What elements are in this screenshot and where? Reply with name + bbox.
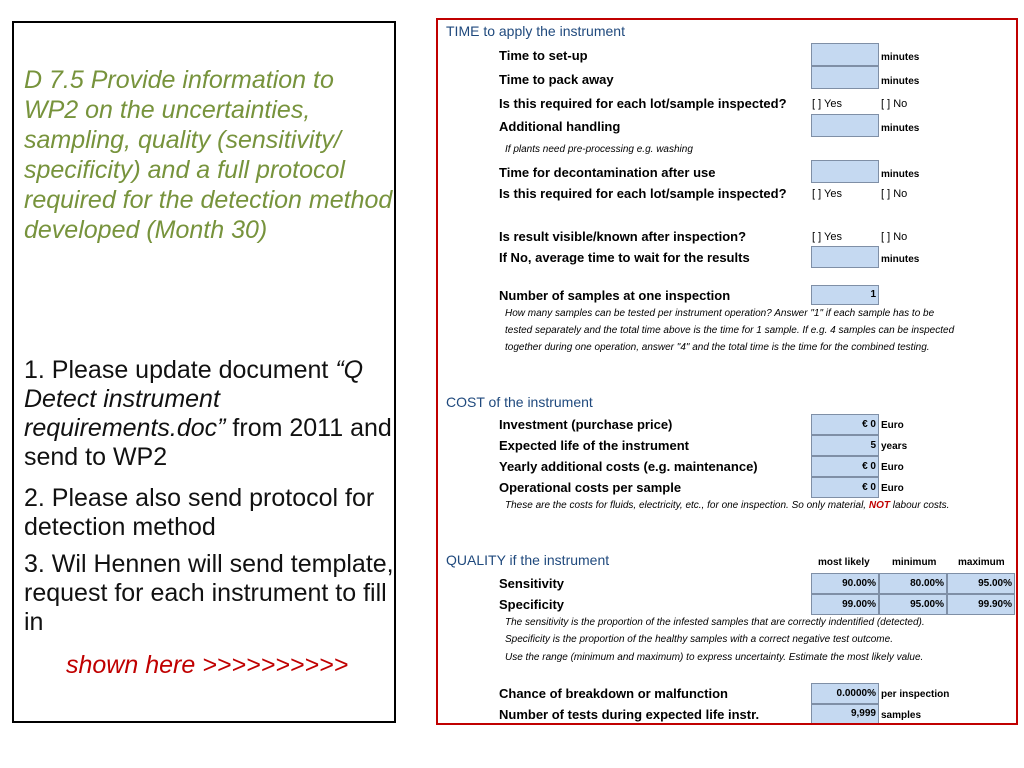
col-maximum: maximum: [958, 557, 1005, 568]
pack-away-label: Time to pack away: [499, 72, 614, 87]
expected-life-label: Expected life of the instrument: [499, 438, 689, 453]
samples-note-line-2: tested separately and the total time above is the time for 1 sample. If e.g. 4 samples can be inspected: [505, 325, 955, 336]
wait-time-input[interactable]: [811, 246, 879, 268]
decontamination-label: Time for decontamination after use: [499, 165, 716, 180]
wait-time-unit: minutes: [881, 254, 920, 265]
samples-note-line-1: How many samples can be tested per instrument operation? Answer "1" if each sample has to be: [505, 308, 935, 319]
operational-costs-input[interactable]: € 0: [811, 477, 879, 498]
additional-handling-input[interactable]: [811, 114, 879, 137]
time-section-title: TIME to apply the instrument: [446, 23, 625, 39]
setup-time-input[interactable]: [811, 43, 879, 66]
sensitivity-minimum[interactable]: 80.00%: [879, 573, 947, 594]
quality-note-line-1: The sensitivity is the proportion of the infested samples that are correctly indentified (detected).: [505, 617, 925, 628]
additional-handling-label: Additional handling: [499, 119, 621, 134]
yearly-costs-unit: Euro: [881, 462, 904, 473]
sensitivity-label: Sensitivity: [499, 576, 565, 591]
operational-costs-unit: Euro: [881, 483, 904, 494]
operational-costs-label: Operational costs per sample: [499, 480, 682, 495]
deliverable-heading: D 7.5 Provide information to WP2 on the uncertainties, sampling, quality (sensitivity/ specificity) and a full protocol required for the detection method developed (Month 30): [24, 66, 393, 244]
left-text-panel: [12, 21, 396, 723]
pack-away-input[interactable]: [811, 66, 879, 89]
sensitivity-most-likely[interactable]: 90.00%: [811, 573, 879, 594]
setup-time-unit: minutes: [881, 52, 920, 63]
shown-here-pointer: shown here >>>>>>>>>>: [66, 651, 349, 679]
quality-note-line-3: Use the range (minimum and maximum) to express uncertainty. Estimate the most likely value.: [505, 652, 924, 663]
specificity-minimum[interactable]: 95.00%: [879, 594, 947, 615]
required-2-no-checkbox[interactable]: [ ] No: [881, 188, 908, 200]
samples-per-inspection-input[interactable]: 1: [811, 285, 879, 305]
item-template-request: 3. Wil Hennen will send template, request for each instrument to fill in: [24, 550, 394, 636]
handling-note: If plants need pre-processing e.g. washing: [505, 144, 693, 155]
yearly-costs-input[interactable]: € 0: [811, 456, 879, 477]
cost-note-not: NOT: [868, 500, 890, 511]
expected-life-unit: years: [881, 441, 908, 452]
tests-expected-life-label: Number of tests during expected life instr.: [499, 707, 760, 722]
decontamination-unit: minutes: [881, 169, 920, 180]
decontamination-input[interactable]: [811, 160, 879, 183]
instrument-requirements-sheet: [436, 18, 1018, 725]
cost-section-title: COST of the instrument: [446, 394, 593, 410]
samples-per-inspection-label: Number of samples at one inspection: [499, 288, 731, 303]
samples-note-line-3: together during one operation, answer "4" and the total time is the time for the combined testing.: [505, 342, 930, 353]
required-1-no-checkbox[interactable]: [ ] No: [881, 98, 908, 110]
tests-expected-life-unit: samples: [881, 710, 922, 721]
specificity-most-likely[interactable]: 99.00%: [811, 594, 879, 615]
investment-unit: Euro: [881, 420, 904, 431]
col-minimum: minimum: [892, 557, 937, 568]
yearly-costs-label: Yearly additional costs (e.g. maintenance): [499, 459, 758, 474]
item-update-document: [24, 356, 394, 472]
item1-document-name: “Q Detect instrument requirements.doc”: [24, 356, 364, 442]
specificity-label: Specificity: [499, 597, 565, 612]
investment-input[interactable]: € 0: [811, 414, 879, 435]
tests-expected-life-input[interactable]: 9,999: [811, 704, 879, 724]
required-each-lot-label-1: Is this required for each lot/sample inspected?: [499, 96, 787, 111]
result-visible-yes-checkbox[interactable]: [ ] Yes: [812, 231, 842, 243]
quality-section-title: QUALITY if the instrument: [446, 552, 610, 568]
required-1-yes-checkbox[interactable]: [ ] Yes: [812, 98, 842, 110]
required-each-lot-label-2: Is this required for each lot/sample inspected?: [499, 186, 787, 201]
col-most-likely: most likely: [818, 557, 870, 568]
item1-prefix: 1. Please update document: [24, 356, 336, 384]
item1-suffix: from 2011 and send to WP2: [24, 414, 392, 471]
sensitivity-maximum[interactable]: 95.00%: [947, 573, 1015, 594]
cost-note-before: These are the costs for fluids, electricity, etc., for one inspection. So only material,: [505, 500, 869, 511]
result-visible-label: Is result visible/known after inspection?: [499, 229, 747, 244]
specificity-maximum[interactable]: 99.90%: [947, 594, 1015, 615]
pack-away-unit: minutes: [881, 76, 920, 87]
cost-note-after: labour costs.: [889, 500, 950, 511]
breakdown-chance-input[interactable]: 0.0000%: [811, 683, 879, 704]
setup-time-label: Time to set-up: [499, 48, 588, 63]
wait-time-label: If No, average time to wait for the results: [499, 250, 750, 265]
investment-label: Investment (purchase price): [499, 417, 673, 432]
breakdown-chance-label: Chance of breakdown or malfunction: [499, 686, 728, 701]
expected-life-input[interactable]: 5: [811, 435, 879, 456]
cost-note: [505, 500, 949, 511]
quality-note-line-2: Specificity is the proportion of the healthy samples with a correct negative test outcome.: [505, 634, 893, 645]
additional-handling-unit: minutes: [881, 123, 920, 134]
result-visible-no-checkbox[interactable]: [ ] No: [881, 231, 908, 243]
required-2-yes-checkbox[interactable]: [ ] Yes: [812, 188, 842, 200]
breakdown-chance-unit: per inspection: [881, 689, 950, 700]
item-send-protocol: 2. Please also send protocol for detection method: [24, 484, 375, 541]
